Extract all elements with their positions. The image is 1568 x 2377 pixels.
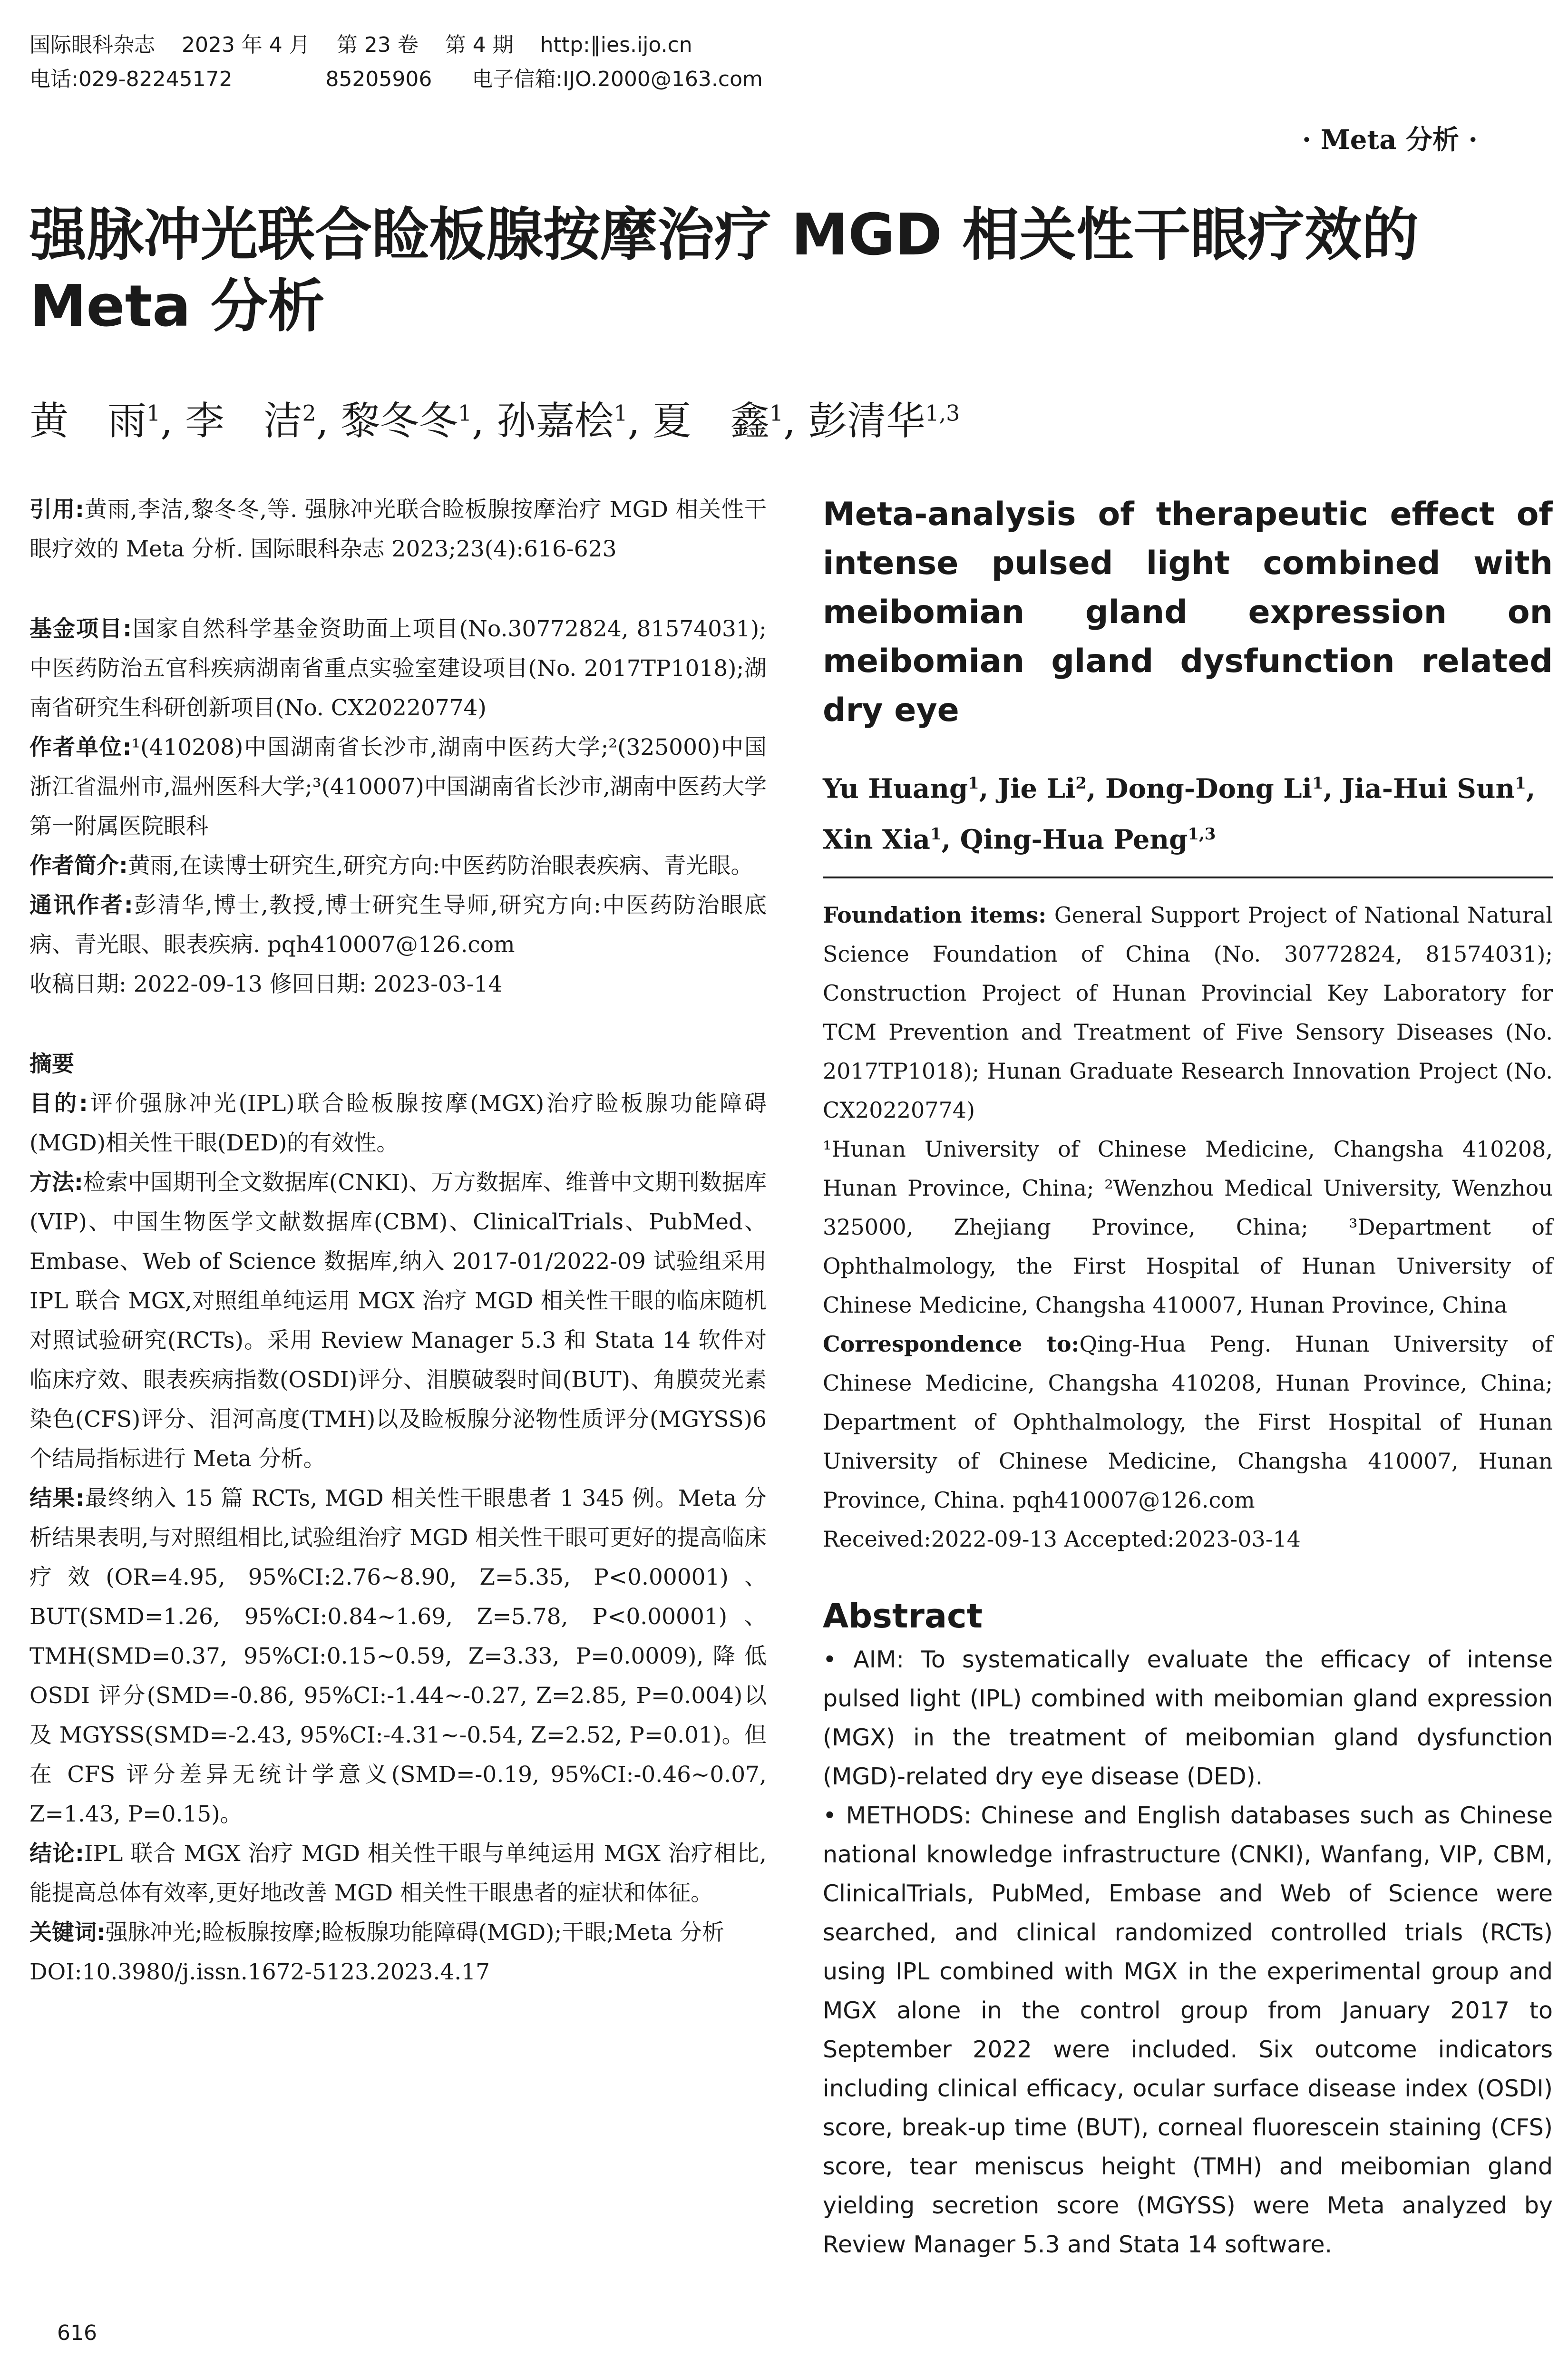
abstract-conclusion [29, 1834, 767, 1913]
author-name: Jie Li [997, 773, 1076, 805]
author-affil-sup: 1 [146, 400, 161, 426]
foundation-text: General Support Project of National Natural Science Foundation of China (No. 30772824, 81574031); Construction Project of Hunan Provincial Key Laboratory for TCM Prevention and Treatment of Five Sensory Diseases (No. 2017TP1018); Hunan Graduate Research Innovation Project (No. CX20220774) [823, 902, 1553, 1123]
author-affil-sup: 1 [930, 824, 942, 844]
author-name: Xin Xia [823, 824, 930, 856]
author-affil-sup: 1 [1312, 774, 1324, 793]
abstract-heading-cn: 摘要 [29, 1051, 74, 1077]
methods-label: 方法: [29, 1169, 83, 1196]
corresponding-label: 通讯作者: [29, 892, 133, 918]
author-name: Jia-Hui Sun [1342, 773, 1515, 805]
author-affil-sup: 1 [458, 400, 472, 426]
citation-text: 黄雨,李洁,黎冬冬,等. 强脉冲光联合睑板腺按摩治疗 MGD 相关性干眼疗效的 Meta 分析. 国际眼科杂志 2023;23(4):616-623 [29, 497, 767, 562]
fund-label: 基金项目: [29, 616, 132, 642]
conclusion-label: 结论: [29, 1841, 84, 1867]
abstract-heading-en: Abstract [823, 1597, 983, 1636]
affiliation-text: ¹(410208)中国湖南省长沙市,湖南中医药大学;²(325000)中国浙江省温州市,温州医科大学;³(410007)中国湖南省长沙市,湖南中医药大学第一附属医院眼科 [29, 734, 767, 839]
author-affil-sup: 1 [614, 400, 628, 426]
author-name: 孙嘉桧 [497, 399, 614, 444]
abstract-methods [29, 1163, 767, 1479]
author-affil-sup: 2 [302, 400, 316, 426]
author-name: 黎冬冬 [341, 399, 458, 444]
english-meta [823, 896, 1553, 1559]
abstract-aim-en: • AIM: To systematically evaluate the efficacy of intense pulsed light (IPL) combined with meibomian gland expression (MGX) in the treatment of meibomian gland dysfunction (MGD)-related dry eye disease (DED). [823, 1646, 1553, 1791]
correspondence [823, 1325, 1553, 1520]
fund-text: 国家自然科学基金资助面上项目(No.30772824, 81574031);中医药防治五官科疾病湖南省重点实验室建设项目(No. 2017TP1018);湖南省研究生科研创新项目(No. CX20220774) [29, 616, 767, 721]
author-bio [29, 846, 767, 886]
page-number: 616 [57, 2321, 97, 2345]
correspondence-label: Correspondence to: [823, 1331, 1080, 1357]
abstract-methods-en: • METHODS: Chinese and English databases such as Chinese national knowledge infrastructure (CNKI), Wanfang, VIP, CBM, ClinicalTrials, PubMed, Embase and Web of Science were searched, and clinical randomized controlled trials (RCTs) using IPL combined with MGX in the experimental group and MGX alone in the control group from January 2017 to September 2022 were included. Six outcome indicators including clinical efficacy, ocular surface disease index (OSDI) score, break-up time (BUT), corneal fluorescein staining (CFS) score, tear meniscus height (TMH) and meibomian gland yielding secretion score (MGYSS) were Meta analyzed by Review Manager 5.3 and Stata 14 software. [823, 1802, 1553, 2259]
author-bio-label: 作者简介: [29, 853, 128, 879]
author-affil-sup: 1 [769, 400, 784, 426]
abstract-results [29, 1479, 767, 1834]
results-label: 结果: [29, 1485, 85, 1511]
english-abstract [823, 1640, 1553, 2264]
fund-info [29, 609, 767, 728]
author-name: Dong-Dong Li [1105, 773, 1312, 805]
received-dates: 收稿日期: 2022-09-13 修回日期: 2023-03-14 [29, 971, 503, 997]
left-column [29, 490, 767, 1992]
affiliation-label: 作者单位: [29, 734, 132, 760]
author-affil-sup: 2 [1075, 774, 1087, 793]
author-name: Qing-Hua Peng [960, 824, 1188, 856]
aim-text: 评价强脉冲光(IPL)联合睑板腺按摩(MGX)治疗睑板腺功能障碍(MGD)相关性干眼(DED)的有效性。 [29, 1091, 767, 1156]
keywords-label: 关键词: [29, 1919, 106, 1946]
author-affil-sup: 1 [1515, 774, 1526, 793]
article-title: 强脉冲光联合睑板腺按摩治疗 MGD 相关性干眼疗效的 Meta 分析 [29, 202, 1419, 340]
citation [29, 490, 767, 569]
author-affil-sup: 1,3 [1188, 824, 1216, 844]
authors-en: Yu Huang$^1$, Jie Li$^2$, Dong-Dong Li$^1$, Jia-Hui Sun$^1$, Xin Xia$^1$, Qing-Hua Peng$^{1,3}$ [823, 773, 1536, 856]
foundation-items [823, 896, 1553, 1130]
author-name: 李 洁 [185, 399, 302, 444]
conclusion-text: IPL 联合 MGX 治疗 MGD 相关性干眼与单纯运用 MGX 治疗相比,能提高总体有效率,更好地改善 MGD 相关性干眼患者的症状和体征。 [29, 1841, 767, 1906]
english-title: Meta-analysis of therapeutic effect of intense pulsed light combined with meibomian gland expression on meibomian gland dysfunction related dry eye [823, 496, 1553, 729]
methods-text: 检索中国期刊全文数据库(CNKI)、万方数据库、维普中文期刊数据库(VIP)、中国生物医学文献数据库(CBM)、ClinicalTrials、PubMed、Embase、Web of Science 数据库,纳入 2017-01/2022-09 试验组采用 IPL 联合 MGX,对照组单纯运用 MGX 治疗 MGD 相关性干眼的临床随机对照试验研究(RCTs)。采用 Review Manager 5.3 和 Stata 14 软件对临床疗效、眼表疾病指数(OSDI)评分、泪膜破裂时间(BUT)、角膜荧光素染色(CFS)评分、泪河高度(TMH)以及睑板腺分泌物性质评分(MGYSS)6 个结局指标进行 Meta 分析。 [29, 1169, 767, 1472]
keywords [29, 1913, 767, 1952]
citation-label: 引用: [29, 497, 84, 523]
right-column [823, 490, 1553, 2264]
journal-header-line2: 电话:029-82245172 85205906 电子信箱:IJO.2000@163.com [29, 67, 763, 91]
author-name: 夏 鑫 [652, 399, 769, 444]
author-name: 彭清华 [808, 399, 925, 444]
author-name: 黄 雨 [29, 399, 147, 444]
foundation-label: Foundation items: [823, 902, 1047, 928]
doi: DOI:10.3980/j.issn.1672-5123.2023.4.17 [29, 1959, 490, 1985]
affiliation-info [29, 728, 767, 846]
author-affil-sup: 1 [968, 774, 979, 793]
affiliations-en: ¹Hunan University of Chinese Medicine, Changsha 410208, Hunan Province, China; ²Wenzhou Medical University, Wenzhou 325000, Zhejiang Province, China; ³Department of Ophthalmology, the First Hospital of Hunan University of Chinese Medicine, Changsha 410007, Hunan Province, China [823, 1136, 1553, 1318]
authors-cn: 黄 雨$^1$, 李 洁$^2$, 黎冬冬$^1$, 孙嘉桧$^1$, 夏 鑫$^1$, 彭清华$^{1,3}$ [29, 399, 960, 444]
aim-label: 目的: [29, 1091, 88, 1117]
author-name: Yu Huang [823, 773, 968, 805]
section-tag: · Meta 分析 · [1302, 124, 1478, 156]
author-bio-text: 黄雨,在读博士研究生,研究方向:中医药防治眼表疾病、青光眼。 [127, 853, 753, 879]
abstract-aim [29, 1084, 767, 1163]
results-text: 最终纳入 15 篇 RCTs, MGD 相关性干眼患者 1 345 例。Meta 分析结果表明,与对照组相比,试验组治疗 MGD 相关性干眼可更好的提高临床疗效(OR=4.95, 95%CI:2.76~8.90, Z=5.35, P<0.00001)、BUT(SMD=1.26, 95%CI:0.84~1.69, Z=5.78, P<0.00001)、TMH(SMD=0.37, 95%CI:0.15~0.59, Z=3.33, P=0.0009),降低 OSDI 评分(SMD=-0.86, 95%CI:-1.44~-0.27, Z=2.85, P=0.004)以及 MGYSS(SMD=-2.43, 95%CI:-4.31~-0.54, Z=2.52, P=0.01)。但在 CFS 评分差异无统计学意义(SMD=-0.19, 95%CI:-0.46~0.07, Z=1.43, P=0.15)。 [29, 1485, 767, 1827]
author-affil-sup: 1,3 [925, 400, 960, 426]
keywords-text: 强脉冲光;睑板腺按摩;睑板腺功能障碍(MGD);干眼;Meta 分析 [105, 1919, 724, 1946]
divider-rule [823, 877, 1553, 878]
received-accepted: Received:2022-09-13 Accepted:2023-03-14 [823, 1526, 1301, 1552]
corresponding-text: 彭清华,博士,教授,博士研究生导师,研究方向:中医药防治眼底病、青光眼、眼表疾病. pqh410007@126.com [29, 892, 767, 958]
journal-header-line1: 国际眼科杂志 2023 年 4 月 第 23 卷 第 4 期 http:∥ies.ijo.cn [29, 33, 692, 57]
correspondence-text: Qing-Hua Peng. Hunan University of Chinese Medicine, Changsha 410208, Hunan Province, China; Department of Ophthalmology, the First Hospital of Hunan University of Chinese Medicine, Changsha 410007, Hunan Province, China. pqh410007@126.com [823, 1331, 1553, 1513]
corresponding-author [29, 886, 767, 964]
